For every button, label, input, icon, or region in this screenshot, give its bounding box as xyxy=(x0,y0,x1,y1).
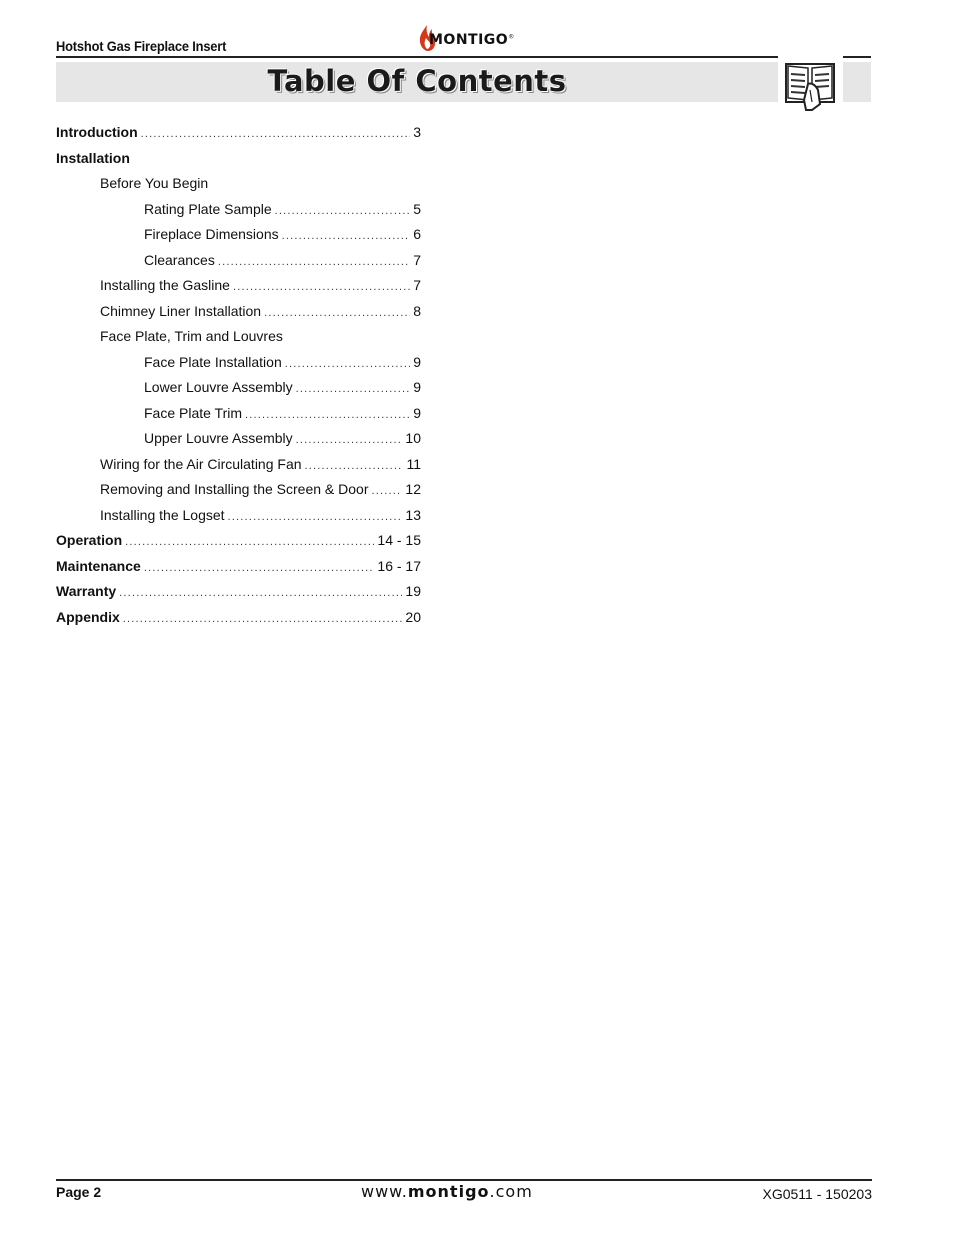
document-code: XG0511 - 150203 xyxy=(762,1186,872,1202)
url-suffix: .com xyxy=(489,1182,533,1201)
toc-label: Face Plate Trim xyxy=(144,404,243,421)
toc-page: 11 xyxy=(406,455,421,472)
toc-entry-rating-plate-sample[interactable] xyxy=(56,197,421,223)
leader-dots xyxy=(245,403,410,429)
toc-entry-warranty[interactable] xyxy=(56,579,421,605)
leader-dots xyxy=(233,275,410,301)
toc-page: 8 xyxy=(413,302,421,319)
toc-entry-installing-the-logset[interactable] xyxy=(56,503,421,529)
toc-entry-wiring-air-circulating-fan[interactable] xyxy=(56,452,421,478)
toc-page: 19 xyxy=(405,583,421,599)
url-prefix: www. xyxy=(361,1182,408,1201)
leader-dots xyxy=(275,199,411,225)
toc-label: Installing the Logset xyxy=(100,506,225,523)
toc-page: 3 xyxy=(413,124,421,140)
registered-mark: ® xyxy=(508,33,515,41)
toc-label: Clearances xyxy=(144,251,215,268)
toc-entry-before-you-begin[interactable] xyxy=(56,171,421,197)
montigo-logo xyxy=(417,24,515,54)
toc-label: Operation xyxy=(56,532,123,548)
leader-dots xyxy=(285,352,410,378)
toc-label: Removing and Installing the Screen & Door xyxy=(100,481,369,497)
toc-entry-maintenance[interactable] xyxy=(56,554,421,580)
leader-dots xyxy=(123,607,403,633)
toc-entry-lower-louvre-assembly[interactable] xyxy=(56,375,421,401)
header-rule xyxy=(56,56,778,58)
toc-page: 16 - 17 xyxy=(377,557,421,574)
leader-dots xyxy=(371,479,402,505)
toc-entry-appendix[interactable] xyxy=(56,605,421,631)
toc-page: 10 xyxy=(405,430,421,446)
table-of-contents xyxy=(56,120,421,630)
toc-entry-clearances[interactable] xyxy=(56,248,421,274)
toc-page: 5 xyxy=(413,200,421,217)
toc-page: 20 xyxy=(405,608,421,625)
toc-entry-installation[interactable] xyxy=(56,146,421,172)
book-icon xyxy=(782,60,838,112)
leader-dots xyxy=(119,581,402,607)
toc-entry-introduction[interactable] xyxy=(56,120,421,146)
toc-label: Installation xyxy=(56,149,130,166)
toc-entry-face-plate-trim[interactable] xyxy=(56,401,421,427)
toc-page: 12 xyxy=(405,481,421,497)
toc-label: Face Plate, Trim and Louvres xyxy=(100,328,283,344)
toc-page: 14 - 15 xyxy=(377,532,421,548)
toc-label: Fireplace Dimensions xyxy=(144,226,279,242)
header-rule-right xyxy=(843,56,871,58)
leader-dots xyxy=(282,224,411,250)
toc-label: Wiring for the Air Circulating Fan xyxy=(100,455,302,472)
toc-page: 9 xyxy=(413,379,421,395)
url-brand: montigo xyxy=(407,1182,490,1201)
leader-dots xyxy=(305,454,404,480)
logo-text: MONTIGO xyxy=(429,32,509,48)
title-band-right xyxy=(843,62,871,102)
toc-entry-face-plate-installation[interactable] xyxy=(56,350,421,376)
toc-label: Before You Begin xyxy=(100,175,209,191)
toc-label: Introduction xyxy=(56,124,138,140)
toc-entry-fireplace-dimensions[interactable] xyxy=(56,222,421,248)
leader-dots xyxy=(125,530,374,556)
toc-page: 9 xyxy=(413,404,421,421)
page-title: Table Of Contents xyxy=(267,64,567,98)
toc-page: 13 xyxy=(405,506,421,523)
toc-entry-screen-and-door[interactable] xyxy=(56,477,421,503)
toc-entry-operation[interactable] xyxy=(56,528,421,554)
toc-entry-upper-louvre-assembly[interactable] xyxy=(56,426,421,452)
leader-dots xyxy=(228,505,403,531)
toc-page: 9 xyxy=(413,353,421,370)
website-link[interactable] xyxy=(361,1182,533,1201)
toc-entry-installing-the-gasline[interactable] xyxy=(56,273,421,299)
toc-label: Upper Louvre Assembly xyxy=(144,430,293,446)
document-title: Hotshot Gas Fireplace Insert xyxy=(56,38,227,54)
leader-dots xyxy=(296,377,411,403)
toc-label: Chimney Liner Installation xyxy=(100,302,262,319)
toc-label: Appendix xyxy=(56,608,120,625)
toc-label: Warranty xyxy=(56,583,117,599)
footer-rule xyxy=(56,1179,872,1181)
leader-dots xyxy=(264,301,410,327)
toc-label: Rating Plate Sample xyxy=(144,200,272,217)
leader-dots xyxy=(144,556,375,582)
leader-dots xyxy=(218,250,410,276)
toc-entry-chimney-liner-installation[interactable] xyxy=(56,299,421,325)
leader-dots xyxy=(296,428,403,454)
toc-page: 7 xyxy=(413,251,421,268)
toc-page: 7 xyxy=(413,277,421,293)
toc-entry-face-plate-trim-louvres[interactable] xyxy=(56,324,421,350)
title-band xyxy=(56,62,778,102)
toc-label: Maintenance xyxy=(56,557,141,574)
toc-label: Face Plate Installation xyxy=(144,353,282,370)
page-number: Page 2 xyxy=(56,1184,102,1200)
leader-dots xyxy=(141,122,411,148)
toc-page: 6 xyxy=(413,226,421,242)
toc-label: Installing the Gasline xyxy=(100,277,230,293)
toc-label: Lower Louvre Assembly xyxy=(144,379,293,395)
